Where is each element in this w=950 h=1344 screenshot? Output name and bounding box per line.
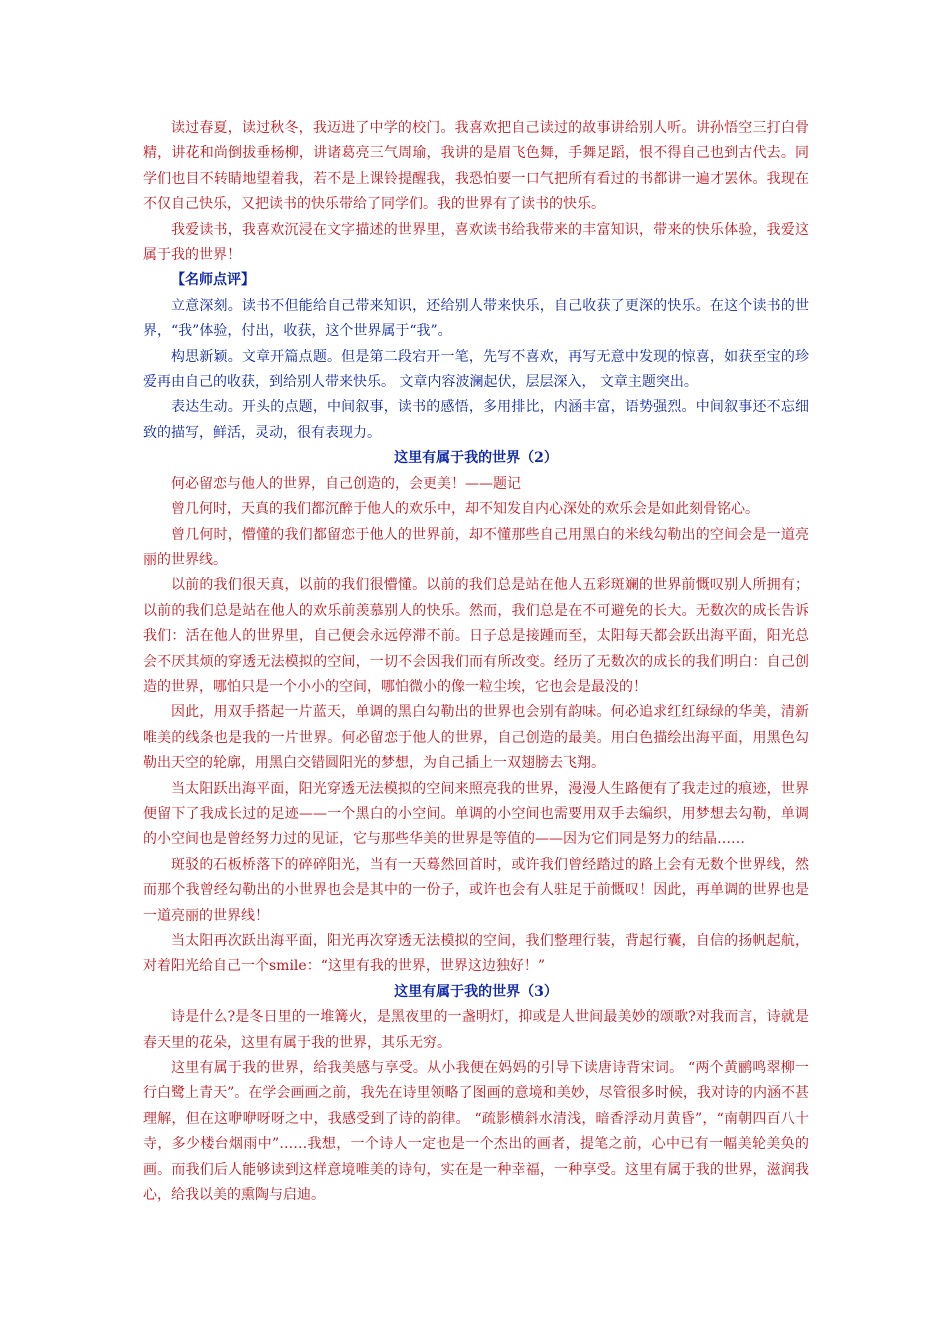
paragraph: 我爱读书，我喜欢沉浸在文字描述的世界里，喜欢读书给我带来的丰富知识，带来的快乐体验，我爱这属于我的世界！	[143, 221, 809, 264]
paragraph: 诗是什么?是冬日里的一堆篝火，是黑夜里的一盏明灯，抑或是人世间最美妙的颂歌?对我而言，诗就是春天里的花朵，这里有属于我的世界，其乐无穷。	[143, 1009, 809, 1051]
paragraph: 这里有属于我的世界，给我美感与享受。从小我便在妈妈的引导下读唐诗背宋词。 “两个黄鹂鸣翠柳一行白鹭上青天”。在学会画画之前，我先在诗里领略了图画的意境和美妙，尽管很多时候，我对诗的内涵不甚理解，但在这咿咿呀呀之中，我感受到了诗的韵律。 “疏影横斜水清浅，暗香浮动月黄昏”，“南朝四百八十寺，多少楼台烟雨中”……我想，一个诗人一定也是一个杰出的画者，提笔之前，心中已有一幅美轮美奂的画。而我们后人能够读到这样意境唯美的诗句，实在是一种幸福，一种享受。这里有属于我的世界，滋润我心，给我以美的熏陶与启迪。	[143, 1060, 809, 1204]
review-paragraph: 立意深刻。读书不但能给自己带来知识，还给别人带来快乐，自己收获了更深的快乐。在这个读书的世界，“我”体验，付出，收获，这个世界属于“我”。	[143, 297, 809, 340]
review-heading: 【名师点评】	[171, 272, 255, 289]
essay-title: 这里有属于我的世界（3）	[394, 983, 558, 1000]
paragraph: 读过春夏，读过秋冬，我迈进了中学的校门。我喜欢把自己读过的故事讲给别人听。讲孙悟空三打白骨精，讲花和尚倒拔垂杨柳，讲诸葛亮三气周瑜，我讲的是眉飞色舞，手舞足蹈，恨不得自己也到古代去。同学们也目不转睛地望着我，若不是上课铃提醒我，我恐怕要一口气把所有看过的书都讲一遍才罢休。我现在不仅自己快乐，又把读书的快乐带给了同学们。我的世界有了读书的快乐。	[143, 120, 809, 213]
paragraph: 何必留恋与他人的世界，自己创造的，会更美！——题记	[171, 475, 521, 492]
paragraph: 以前的我们很天真，以前的我们很懵懂。以前的我们总是站在他人五彩斑斓的世界前慨叹别人所拥有；以前的我们总是站在他人的欢乐前羡慕别人的快乐。然而，我们总是在不可避免的长大。无数次的成长告诉我们：活在他人的世界里，自己便会永远停滞不前。日子总是接踵而至，太阳每天都会跃出海平面，阳光总会不厌其烦的穿透无法模拟的空间，一切不会因我们而有所改变。经历了无数次的成长的我们明白：自己创造的世界，哪怕只是一个小小的空间，哪怕微小的像一粒尘埃，它也会是最没的！	[143, 577, 809, 695]
paragraph: 当太阳再次跃出海平面，阳光再次穿透无法模拟的空间，我们整理行装，背起行囊，自信的扬帆起航，对着阳光给自己一个smile：“这里有我的世界，世界这边独好！”	[143, 933, 809, 975]
review-paragraph: 表达生动。开头的点题，中间叙事，读书的感悟，多用排比，内涵丰富，语势强烈。中间叙事还不忘细致的描写，鲜活，灵动，很有表现力。	[143, 399, 809, 441]
review-paragraph: 构思新颖。文章开篇点题。但是第二段宕开一笔，先写不喜欢，再写无意中发现的惊喜，如获至宝的珍爱再由自己的收获，到给别人带来快乐。 文章内容波澜起伏，层层深入， 文章主题突出。	[143, 348, 809, 391]
paragraph: 斑驳的石板桥落下的碎碎阳光，当有一天蓦然回首时，或许我们曾经踏过的路上会有无数个世界线，然而那个我曾经勾勒出的小世界也会是其中的一份子，或许也会有人驻足于前慨叹！因此，再单调的世界也是一道亮丽的世界线！	[143, 856, 809, 924]
document-page	[143, 116, 809, 1208]
essay-title: 这里有属于我的世界（2）	[394, 450, 558, 467]
paragraph: 当太阳跃出海平面，阳光穿透无法模拟的空间来照亮我的世界，漫漫人生路便有了我走过的痕迹，世界便留下了我成长过的足迹——一个黑白的小空间。单调的小空间也需要用双手去编织，用梦想去勾勒，单调的小空间也是曾经努力过的见证，它与那些华美的世界是等值的——因为它们同是努力的结晶……	[143, 780, 809, 848]
paragraph: 曾几何时，懵懂的我们都留恋于他人的世界前，却不懂那些自己用黑白的米线勾勒出的空间会是一道亮丽的世界线。	[143, 526, 809, 568]
paragraph: 曾几何时，天真的我们都沉醉于他人的欢乐中，却不知发自内心深处的欢乐会是如此刻骨铭心。	[171, 501, 759, 518]
paragraph: 因此，用双手搭起一片蓝天，单调的黑白勾勒出的世界也会别有韵味。何必追求红红绿绿的华美，清新唯美的线条也是我的一片世界。何必留恋于他人的世界，自己创造的最美。用白色描绘出海平面，用黑色勾勒出天空的轮廓，用黑白交错圆阳光的梦想，为自己插上一双翅膀去飞翔。	[143, 704, 809, 772]
